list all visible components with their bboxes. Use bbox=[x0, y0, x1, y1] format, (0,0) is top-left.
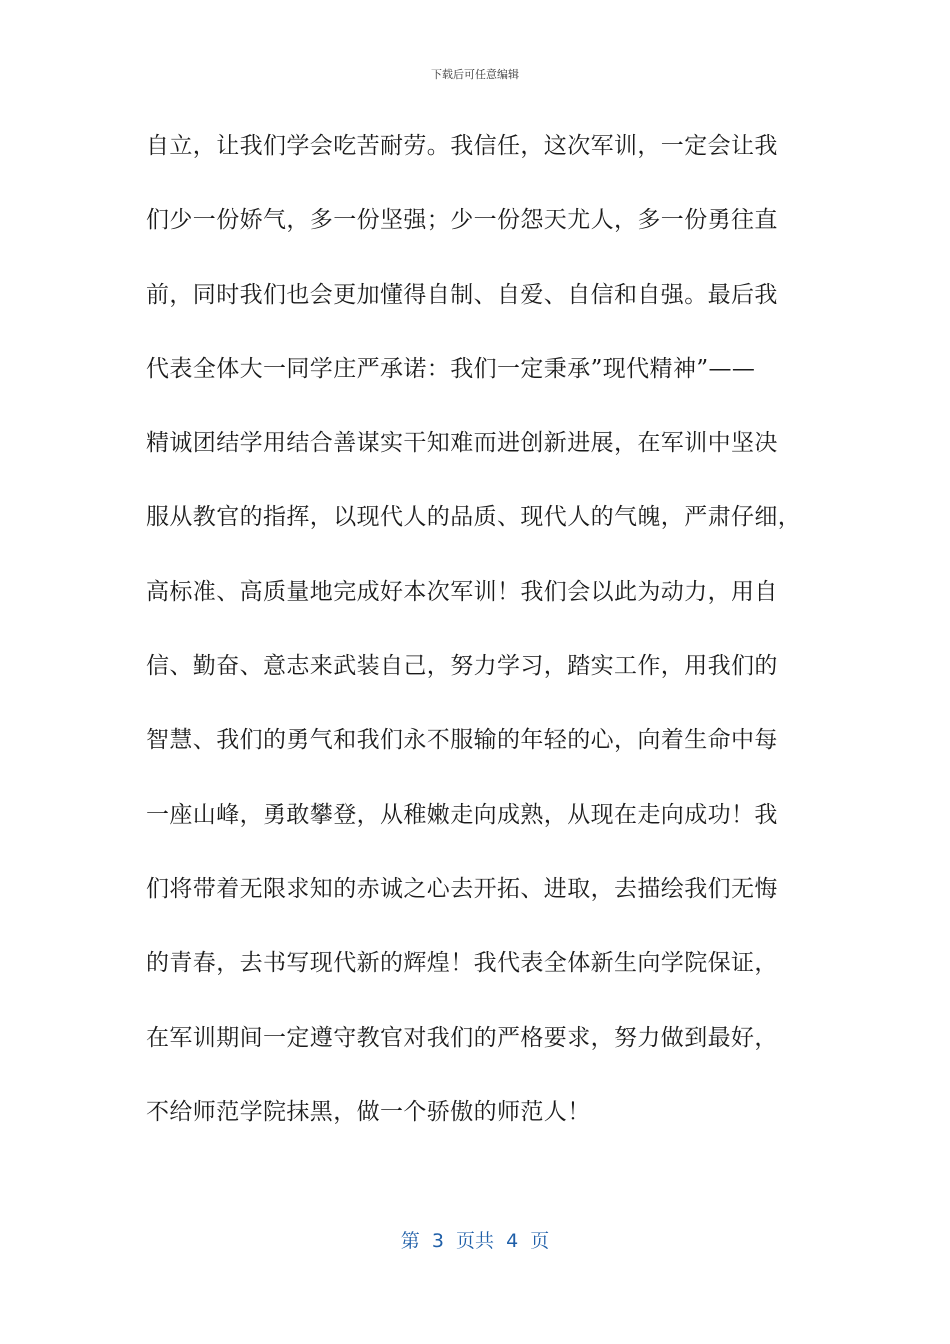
body-line: 代表全体大一同学庄严承诺：我们一定秉承”现代精神”—— bbox=[146, 355, 756, 382]
body-line: 们将带着无限求知的赤诚之心去开拓、进取，去描绘我们无悔 bbox=[146, 875, 778, 902]
body-line: 智慧、我们的勇气和我们永不服输的年轻的心，向着生命中每 bbox=[146, 727, 778, 754]
page-number: 第 3 页共 4 页 bbox=[400, 1230, 550, 1252]
body-line: 们少一份娇气，多一份坚强；少一份怨天尤人，多一份勇往直 bbox=[146, 207, 778, 234]
body-line: 自立，让我们学会吃苦耐劳。我信任，这次军训，一定会让我 bbox=[146, 133, 778, 159]
body-line: 一座山峰，勇敢攀登，从稚嫩走向成熟，从现在走向成功！我 bbox=[146, 801, 778, 828]
body-line: 信、勤奋、意志来武装自己，努力学习，踏实工作，用我们的 bbox=[146, 653, 778, 680]
document-body bbox=[146, 126, 806, 1166]
body-line: 的青春，去书写现代新的辉煌！我代表全体新生向学院保证， bbox=[146, 950, 778, 977]
body-line: 精诚团结学用结合善谋实干知难而进创新进展，在军训中坚决 bbox=[146, 430, 778, 457]
body-line: 不给师范学院抹黑，做一个骄傲的师范人！ bbox=[146, 1098, 591, 1125]
body-line: 在军训期间一定遵守教官对我们的严格要求，努力做到最好， bbox=[146, 1024, 778, 1051]
body-line: 服从教官的指挥，以现代人的品质、现代人的气魄，严肃仔细， bbox=[146, 504, 802, 531]
body-line: 前，同时我们也会更加懂得自制、自爱、自信和自强。最后我 bbox=[146, 281, 778, 308]
body-line: 高标准、高质量地完成好本次军训！我们会以此为动力，用自 bbox=[146, 578, 778, 605]
page-header-note: 下载后可任意编辑 bbox=[431, 68, 519, 81]
